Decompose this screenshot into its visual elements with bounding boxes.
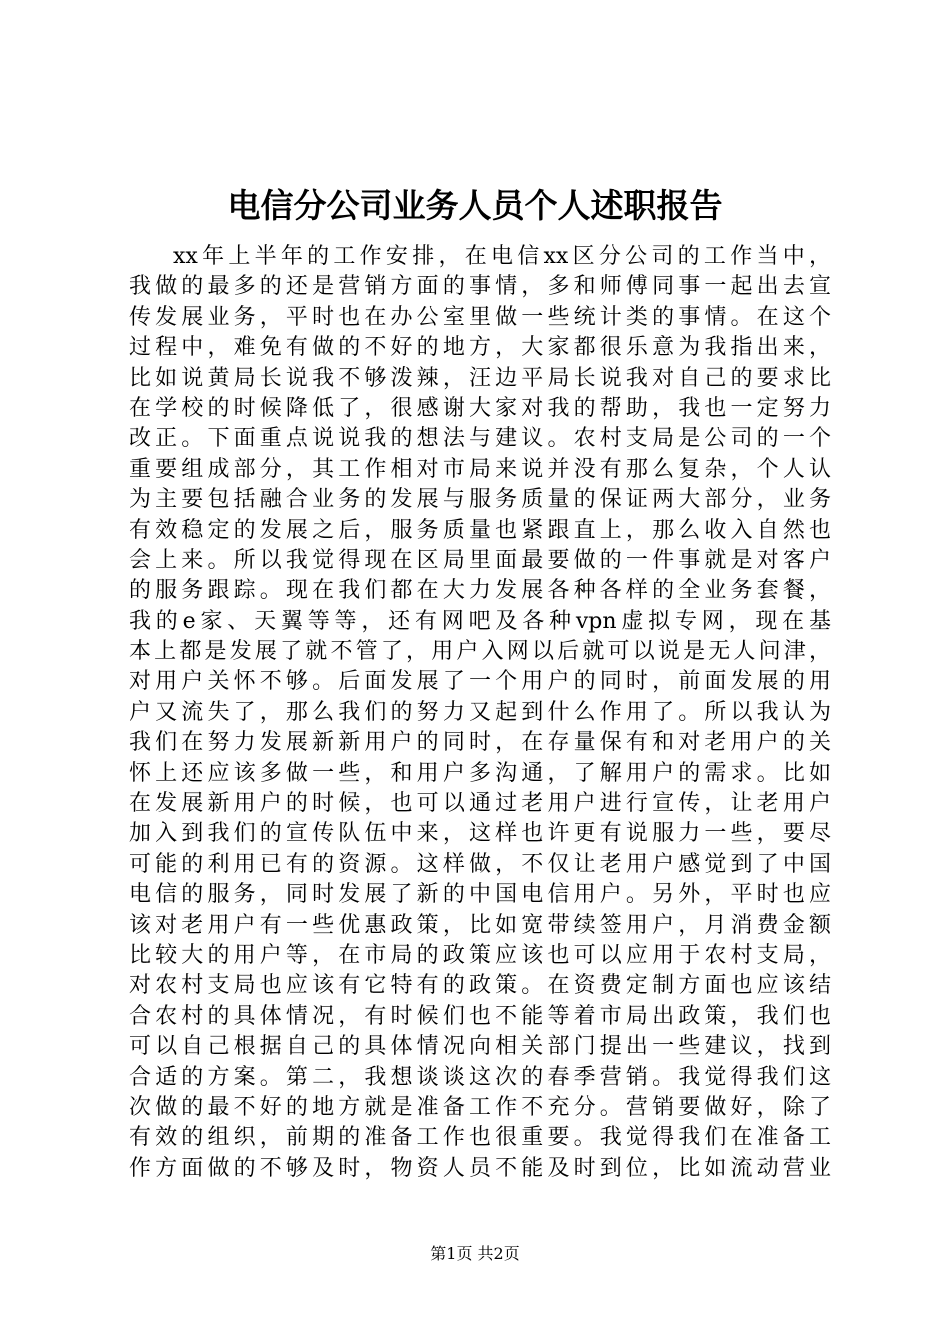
paragraph-line: 在学校的时候降低了，很感谢大家对我的帮助，我也一定努力: [129, 395, 831, 421]
paragraph-line: 比如说黄局长说我不够泼辣，汪边平局长说我对自己的要求比: [129, 365, 831, 391]
document-body: [129, 242, 831, 1184]
paragraph-line: 对农村支局也应该有它特有的政策。在资费定制方面也应该结: [129, 973, 831, 999]
paragraph-line: 本上都是发展了就不管了，用户入网以后就可以说是无人问津，: [129, 639, 831, 665]
paragraph-line: 我做的最多的还是营销方面的事情，多和师傅同事一起出去宣: [129, 274, 831, 300]
page-footer: 第1页 共2页: [430, 1244, 520, 1263]
paragraph-line: 有效的组织，前期的准备工作也很重要。我觉得我们在准备工: [129, 1125, 831, 1151]
paragraph-line: 有效稳定的发展之后，服务质量也紧跟直上，那么收入自然也: [129, 517, 831, 543]
paragraph-line: 我的e家、天翼等等，还有网吧及各种vpn虚拟专网，现在基: [129, 608, 831, 634]
paragraph-line: 次做的最不好的地方就是准备工作不充分。营销要做好，除了: [129, 1094, 831, 1120]
paragraph-line: 可以自己根据自己的具体情况向相关部门提出一些建议，找到: [129, 1034, 831, 1060]
paragraph-line: 合适的方案。第二，我想谈谈这次的春季营销。我觉得我们这: [129, 1064, 831, 1090]
paragraph-line: xx年上半年的工作安排，在电信xx区分公司的工作当中，: [173, 244, 831, 269]
paragraph-line: 作方面做的不够及时，物资人员不能及时到位，比如流动营业: [129, 1155, 831, 1181]
paragraph-line: 户又流失了，那么我们的努力又起到什么作用了。所以我认为: [129, 699, 831, 725]
document-title: 电信分公司业务人员个人述职报告: [227, 186, 723, 225]
paragraph-line: 重要组成部分，其工作相对市局来说并没有那么复杂，个人认: [129, 456, 831, 482]
paragraph-line: 我们在努力发展新新用户的同时，在存量保有和对老用户的关: [129, 730, 831, 756]
paragraph-line: 为主要包括融合业务的发展与服务质量的保证两大部分，业务: [129, 487, 831, 513]
paragraph-line: 电信的服务，同时发展了新的中国电信用户。另外，平时也应: [129, 882, 831, 908]
paragraph-line: 对用户关怀不够。后面发展了一个用户的同时，前面发展的用: [129, 669, 831, 695]
paragraph-line: 合农村的具体情况，有时候们也不能等着市局出政策，我们也: [129, 1003, 831, 1029]
paragraph-line: 比较大的用户等，在市局的政策应该也可以应用于农村支局，: [129, 942, 831, 968]
paragraph-line: 传发展业务，平时也在办公室里做一些统计类的事情。在这个: [129, 304, 831, 330]
paragraph-line: 该对老用户有一些优惠政策，比如宽带续签用户，月消费金额: [129, 912, 831, 938]
paragraph-line: 怀上还应该多做一些，和用户多沟通，了解用户的需求。比如: [129, 760, 831, 786]
paragraph-line: 会上来。所以我觉得现在区局里面最要做的一件事就是对客户: [129, 547, 831, 573]
paragraph-line: 在发展新用户的时候，也可以通过老用户进行宣传，让老用户: [129, 791, 831, 817]
paragraph-line: 可能的利用已有的资源。这样做，不仅让老用户感觉到了中国: [129, 851, 831, 877]
paragraph-line: 的服务跟踪。现在我们都在大力发展各种各样的全业务套餐，: [129, 578, 831, 604]
paragraph-line: 改正。下面重点说说我的想法与建议。农村支局是公司的一个: [129, 426, 831, 452]
paragraph-line: 过程中，难免有做的不好的地方，大家都很乐意为我指出来，: [129, 335, 831, 361]
paragraph-line: 加入到我们的宣传队伍中来，这样也许更有说服力一些，要尽: [129, 821, 831, 847]
